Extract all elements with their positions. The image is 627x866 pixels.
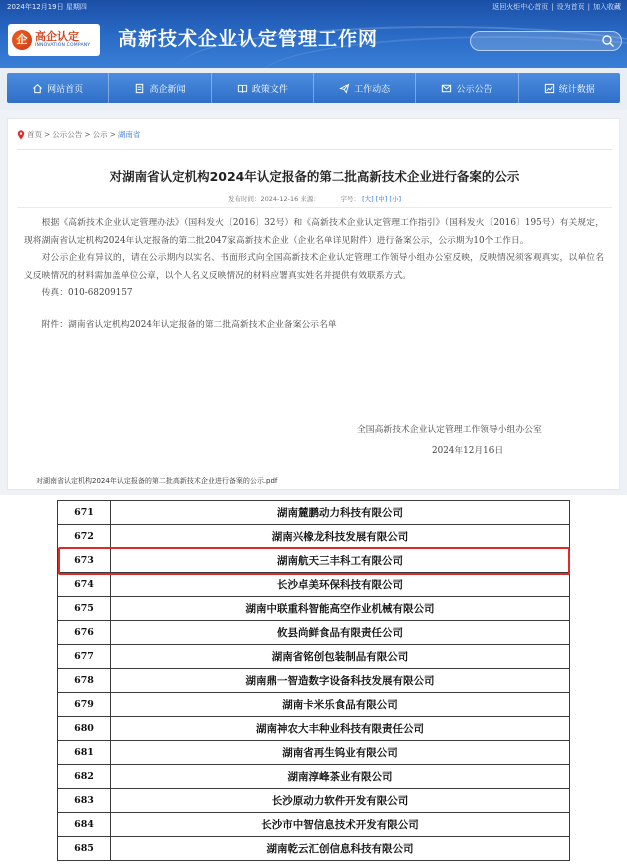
link-separator: | — [551, 3, 554, 11]
fax-line: 传真：010-68209157 — [41, 288, 133, 298]
nav-item-label: 高企新闻 — [149, 84, 186, 95]
nav-item-label: 政策文件 — [251, 84, 288, 95]
logo-en-text: INNOVATION COMPANY — [35, 43, 91, 48]
article-wrapper — [0, 110, 627, 495]
link-torch-home[interactable]: 返回火炬中心首页 — [492, 3, 549, 11]
company-name: 湖南兴橡龙科技发展有限公司 — [111, 525, 570, 549]
company-name: 湖南鼎一智造数字设备科技发展有限公司 — [111, 669, 570, 693]
nav-item-label: 网站首页 — [47, 84, 84, 95]
nav-item-label: 统计数据 — [558, 84, 595, 95]
company-name: 长沙原动力软件开发有限公司 — [111, 789, 570, 813]
company-name: 湖南麓鹏动力科技有限公司 — [111, 501, 570, 525]
location-pin-icon — [17, 130, 25, 140]
book-icon — [237, 83, 248, 94]
table-row — [58, 765, 570, 789]
main-nav — [7, 73, 620, 103]
row-number: 678 — [58, 669, 111, 693]
table-row — [58, 837, 570, 861]
breadcrumb-separator: > — [109, 130, 116, 139]
document-icon — [134, 83, 145, 94]
nav-item-home[interactable] — [7, 73, 109, 103]
breadcrumb-separator: > — [84, 130, 91, 139]
link-add-favorite[interactable]: 加入收藏 — [593, 3, 621, 11]
table-row — [58, 645, 570, 669]
table-row — [58, 741, 570, 765]
row-number: 674 — [58, 573, 111, 597]
nav-wrapper — [0, 68, 627, 110]
home-icon — [32, 83, 43, 94]
font-size-large-button[interactable]: [大] — [362, 195, 374, 203]
nav-item-policy[interactable] — [212, 73, 314, 103]
site-title: 高新技术企业认定管理工作网 — [118, 28, 379, 50]
pdf-filename[interactable]: 对湖南省认定机构2024年认定报备的第二批高新技术企业进行备案的公示.pdf — [36, 477, 278, 485]
company-name: 湖南省铭创包装制品有限公司 — [111, 645, 570, 669]
article-body — [24, 215, 604, 334]
company-table — [57, 500, 570, 861]
site-header — [0, 0, 627, 68]
logo-cn-text: 高企认定 — [35, 30, 79, 43]
row-number: 683 — [58, 789, 111, 813]
table-row — [58, 789, 570, 813]
company-table-area — [0, 496, 627, 866]
breadcrumb-home[interactable]: 首页 — [27, 130, 42, 139]
row-number: 684 — [58, 813, 111, 837]
company-name: 长沙卓美环保科技有限公司 — [111, 573, 570, 597]
table-row — [58, 597, 570, 621]
table-row — [58, 693, 570, 717]
table-row — [58, 717, 570, 741]
row-number: 675 — [58, 597, 111, 621]
link-separator: | — [587, 3, 590, 11]
nav-item-label: 工作动态 — [354, 84, 391, 95]
company-name: 湖南乾云汇创信息科技有限公司 — [111, 837, 570, 861]
breadcrumb-separator: > — [44, 130, 51, 139]
nav-item-label: 公示公告 — [456, 84, 493, 95]
signature-org: 全国高新技术企业认定管理工作领导小组办公室 — [357, 425, 542, 435]
row-number: 677 — [58, 645, 111, 669]
nav-item-notice[interactable] — [416, 73, 518, 103]
company-name: 湖南神农大丰种业科技有限责任公司 — [111, 717, 570, 741]
company-name: 湖南省再生钨业有限公司 — [111, 741, 570, 765]
breadcrumb — [17, 129, 140, 140]
top-strip — [0, 0, 627, 14]
top-links — [492, 0, 621, 14]
company-name: 湖南卡米乐食品有限公司 — [111, 693, 570, 717]
row-number: 682 — [58, 765, 111, 789]
current-date: 2024年12月19日 星期四 — [7, 3, 87, 11]
nav-item-news[interactable] — [109, 73, 211, 103]
company-name: 湖南淳峰茶业有限公司 — [111, 765, 570, 789]
row-number: 672 — [58, 525, 111, 549]
send-icon — [339, 83, 350, 94]
font-size-small-button[interactable]: [小] — [389, 195, 401, 203]
article-panel — [7, 118, 620, 490]
font-size-medium-button[interactable]: [中] — [375, 195, 388, 203]
mail-icon — [441, 83, 452, 94]
table-row — [58, 573, 570, 597]
attachment-line: 附件：湖南省认定机构2024年认定报备的第二批高新技术企业备案公示名单 — [41, 319, 337, 330]
row-number: 680 — [58, 717, 111, 741]
site-logo[interactable] — [8, 24, 100, 56]
search-input[interactable] — [470, 31, 622, 51]
breadcrumb-hunan[interactable]: 湖南省 — [117, 130, 141, 139]
table-row — [58, 501, 570, 525]
breadcrumb-publicity[interactable]: 公示 — [92, 130, 108, 139]
body-paragraph: 对公示企业有异议的，请在公示期内以实名、书面形式向全国高新技术企业认定管理工作领导小组办公室反映，反映情况须客观真实，以单位名义反映情况的材料需加盖单位公章，以个人名义反映情况的材料应署真实姓名并提供有效联系方式。 — [24, 253, 604, 281]
company-name: 长沙市中智信息技术开发有限公司 — [111, 813, 570, 837]
breadcrumb-notice[interactable]: 公示公告 — [52, 130, 83, 139]
company-name: 湖南中联重科智能高空作业机械有限公司 — [111, 597, 570, 621]
company-name: 湖南航天三丰科工有限公司 — [111, 549, 570, 573]
row-number: 685 — [58, 837, 111, 861]
divider — [17, 207, 612, 208]
chart-icon — [544, 83, 555, 94]
table-row — [58, 669, 570, 693]
publish-info: 发布时间：2024-12-16 来源： — [228, 195, 320, 203]
row-number: 676 — [58, 621, 111, 645]
article-meta — [8, 194, 621, 203]
row-number: 671 — [58, 501, 111, 525]
row-number: 681 — [58, 741, 111, 765]
signature-date: 2024年12月16日 — [432, 446, 504, 456]
table-row — [58, 525, 570, 549]
table-row — [58, 621, 570, 645]
company-name: 攸县尚鲜食品有限责任公司 — [111, 621, 570, 645]
font-size-label: 字号： — [340, 195, 361, 203]
nav-item-stats[interactable] — [519, 73, 620, 103]
divider — [17, 149, 612, 150]
row-number: 679 — [58, 693, 111, 717]
search-icon[interactable] — [601, 34, 615, 48]
link-set-homepage[interactable]: 设为首页 — [556, 3, 585, 11]
nav-item-work[interactable] — [314, 73, 416, 103]
table-row — [58, 813, 570, 837]
logo-mark: 企 — [12, 30, 32, 50]
article-title: 对湖南省认定机构2024年认定报备的第二批高新技术企业进行备案的公示 — [109, 169, 520, 184]
row-number: 673 — [58, 549, 111, 573]
body-paragraph: 根据《高新技术企业认定管理办法》（国科发火〔2016〕32号）和《高新技术企业认定管理工作指引》（国科发火〔2016〕195号）有关规定，现将湖南省认定机构2024年认定报备的第二批2047家高新技术企业（企业名单详见附件）进行备案公示，公示期为10个工作日。 — [24, 218, 604, 246]
table-row — [58, 549, 570, 573]
